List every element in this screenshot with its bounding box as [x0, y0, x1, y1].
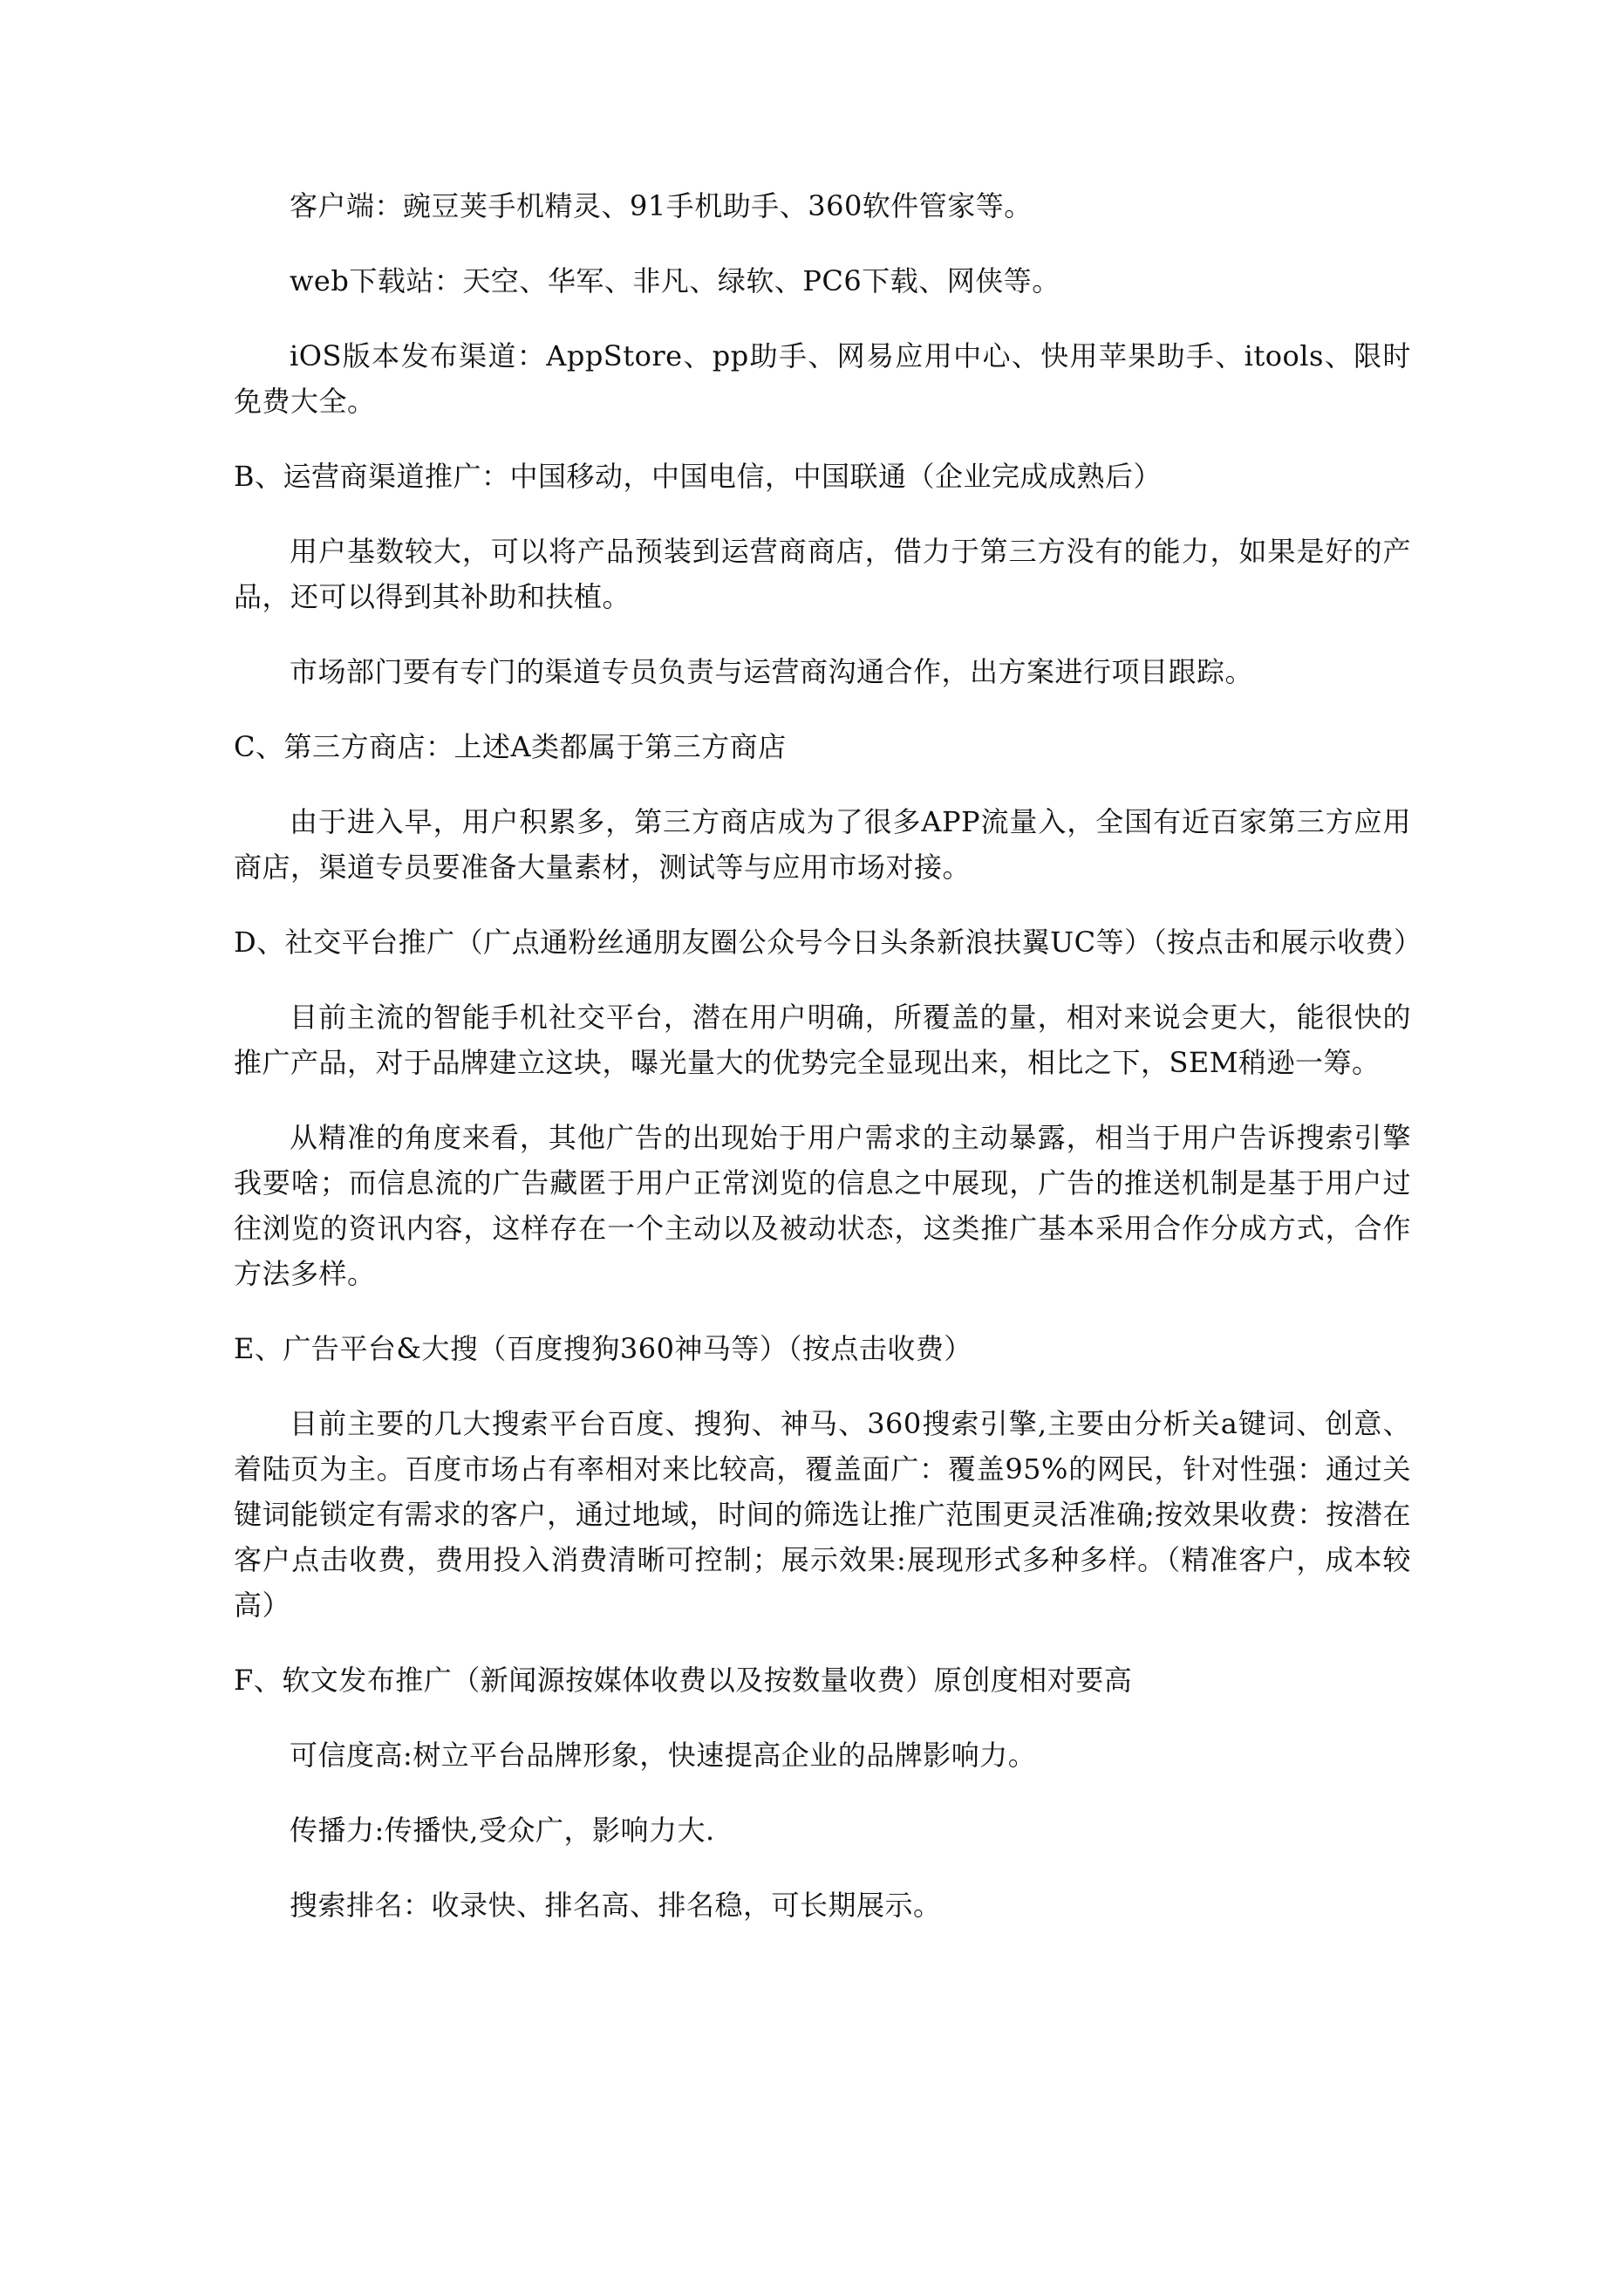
- paragraph-social-1: 目前主流的智能手机社交平台，潜在用户明确，所覆盖的量，相对来说会更大，能很快的推广产品，对于品牌建立这块，曝光量大的优势完全显现出来，相比之下，SEM稍逊一筹。: [234, 1001, 1411, 1079]
- heading-d-social: D、社交平台推广（广点通粉丝通朋友圈公众号今日头条新浪扶翼UC等）（按点击和展示收费）: [234, 926, 1422, 959]
- paragraph-spread: 传播力:传播快,受众广，影响力大.: [290, 1814, 715, 1847]
- paragraph-social-2: 从精准的角度来看，其他广告的出现始于用户需求的主动暴露，相当于用户告诉搜索引擎我要啥；而信息流的广告藏匿于用户正常浏览的信息之中展现，广告的推送机制是基于用户过往浏览的资讯内容，这样存在一个主动以及被动状态，这类推广基本采用合作分成方式，合作方法多样。: [234, 1121, 1411, 1290]
- paragraph-third-party: 由于进入早，用户积累多，第三方商店成为了很多APP流量入，全国有近百家第三方应用商店，渠道专员要准备大量素材，测试等与应用市场对接。: [234, 805, 1411, 884]
- paragraph-operator-market: 市场部门要有专门的渠道专员负责与运营商沟通合作，出方案进行项目跟踪。: [290, 655, 1254, 688]
- paragraph-web-download: web下载站：天空、华军、非凡、绿软、PC6下载、网侠等。: [290, 264, 1060, 297]
- paragraph-credibility: 可信度高:树立平台品牌形象，快速提高企业的品牌影响力。: [290, 1739, 1037, 1772]
- heading-c-third-party: C、第三方商店：上述A类都属于第三方商店: [234, 730, 787, 763]
- heading-f-softarticle: F、软文发布推广（新闻源按媒体收费以及按数量收费）原创度相对要高: [234, 1664, 1133, 1697]
- heading-b-operator: B、运营商渠道推广：中国移动，中国电信，中国联通（企业完成成熟后）: [234, 460, 1163, 493]
- paragraph-operator-users: 用户基数较大，可以将产品预装到运营商商店，借力于第三方没有的能力，如果是好的产品，还可以得到其补助和扶植。: [234, 535, 1411, 613]
- paragraph-search: 目前主要的几大搜索平台百度、搜狗、神马、360搜索引擎,主要由分析关a键词、创意、着陆页为主。百度市场占有率相对来比较高，覆盖面广：覆盖95%的网民，针对性强：通过关键词能锁定有需求的客户，通过地域，时间的筛选让推广范围更灵活准确;按效果收费：按潜在客户点击收费，费用投入消费清晰可控制；展示效果:展现形式多种多样。（精准客户，成本较高）: [234, 1407, 1411, 1622]
- heading-e-search: E、广告平台&大搜（百度搜狗360神马等）（按点击收费）: [234, 1332, 972, 1365]
- document-body: [234, 183, 1422, 1928]
- paragraph-ranking: 搜索排名：收录快、排名高、排名稳，可长期展示。: [290, 1889, 942, 1922]
- paragraph-client: 客户端：豌豆荚手机精灵、91手机助手、360软件管家等。: [290, 189, 1033, 222]
- paragraph-ios-channels: iOS版本发布渠道：AppStore、pp助手、网易应用中心、快用苹果助手、itools、限时免费大全。: [234, 339, 1411, 418]
